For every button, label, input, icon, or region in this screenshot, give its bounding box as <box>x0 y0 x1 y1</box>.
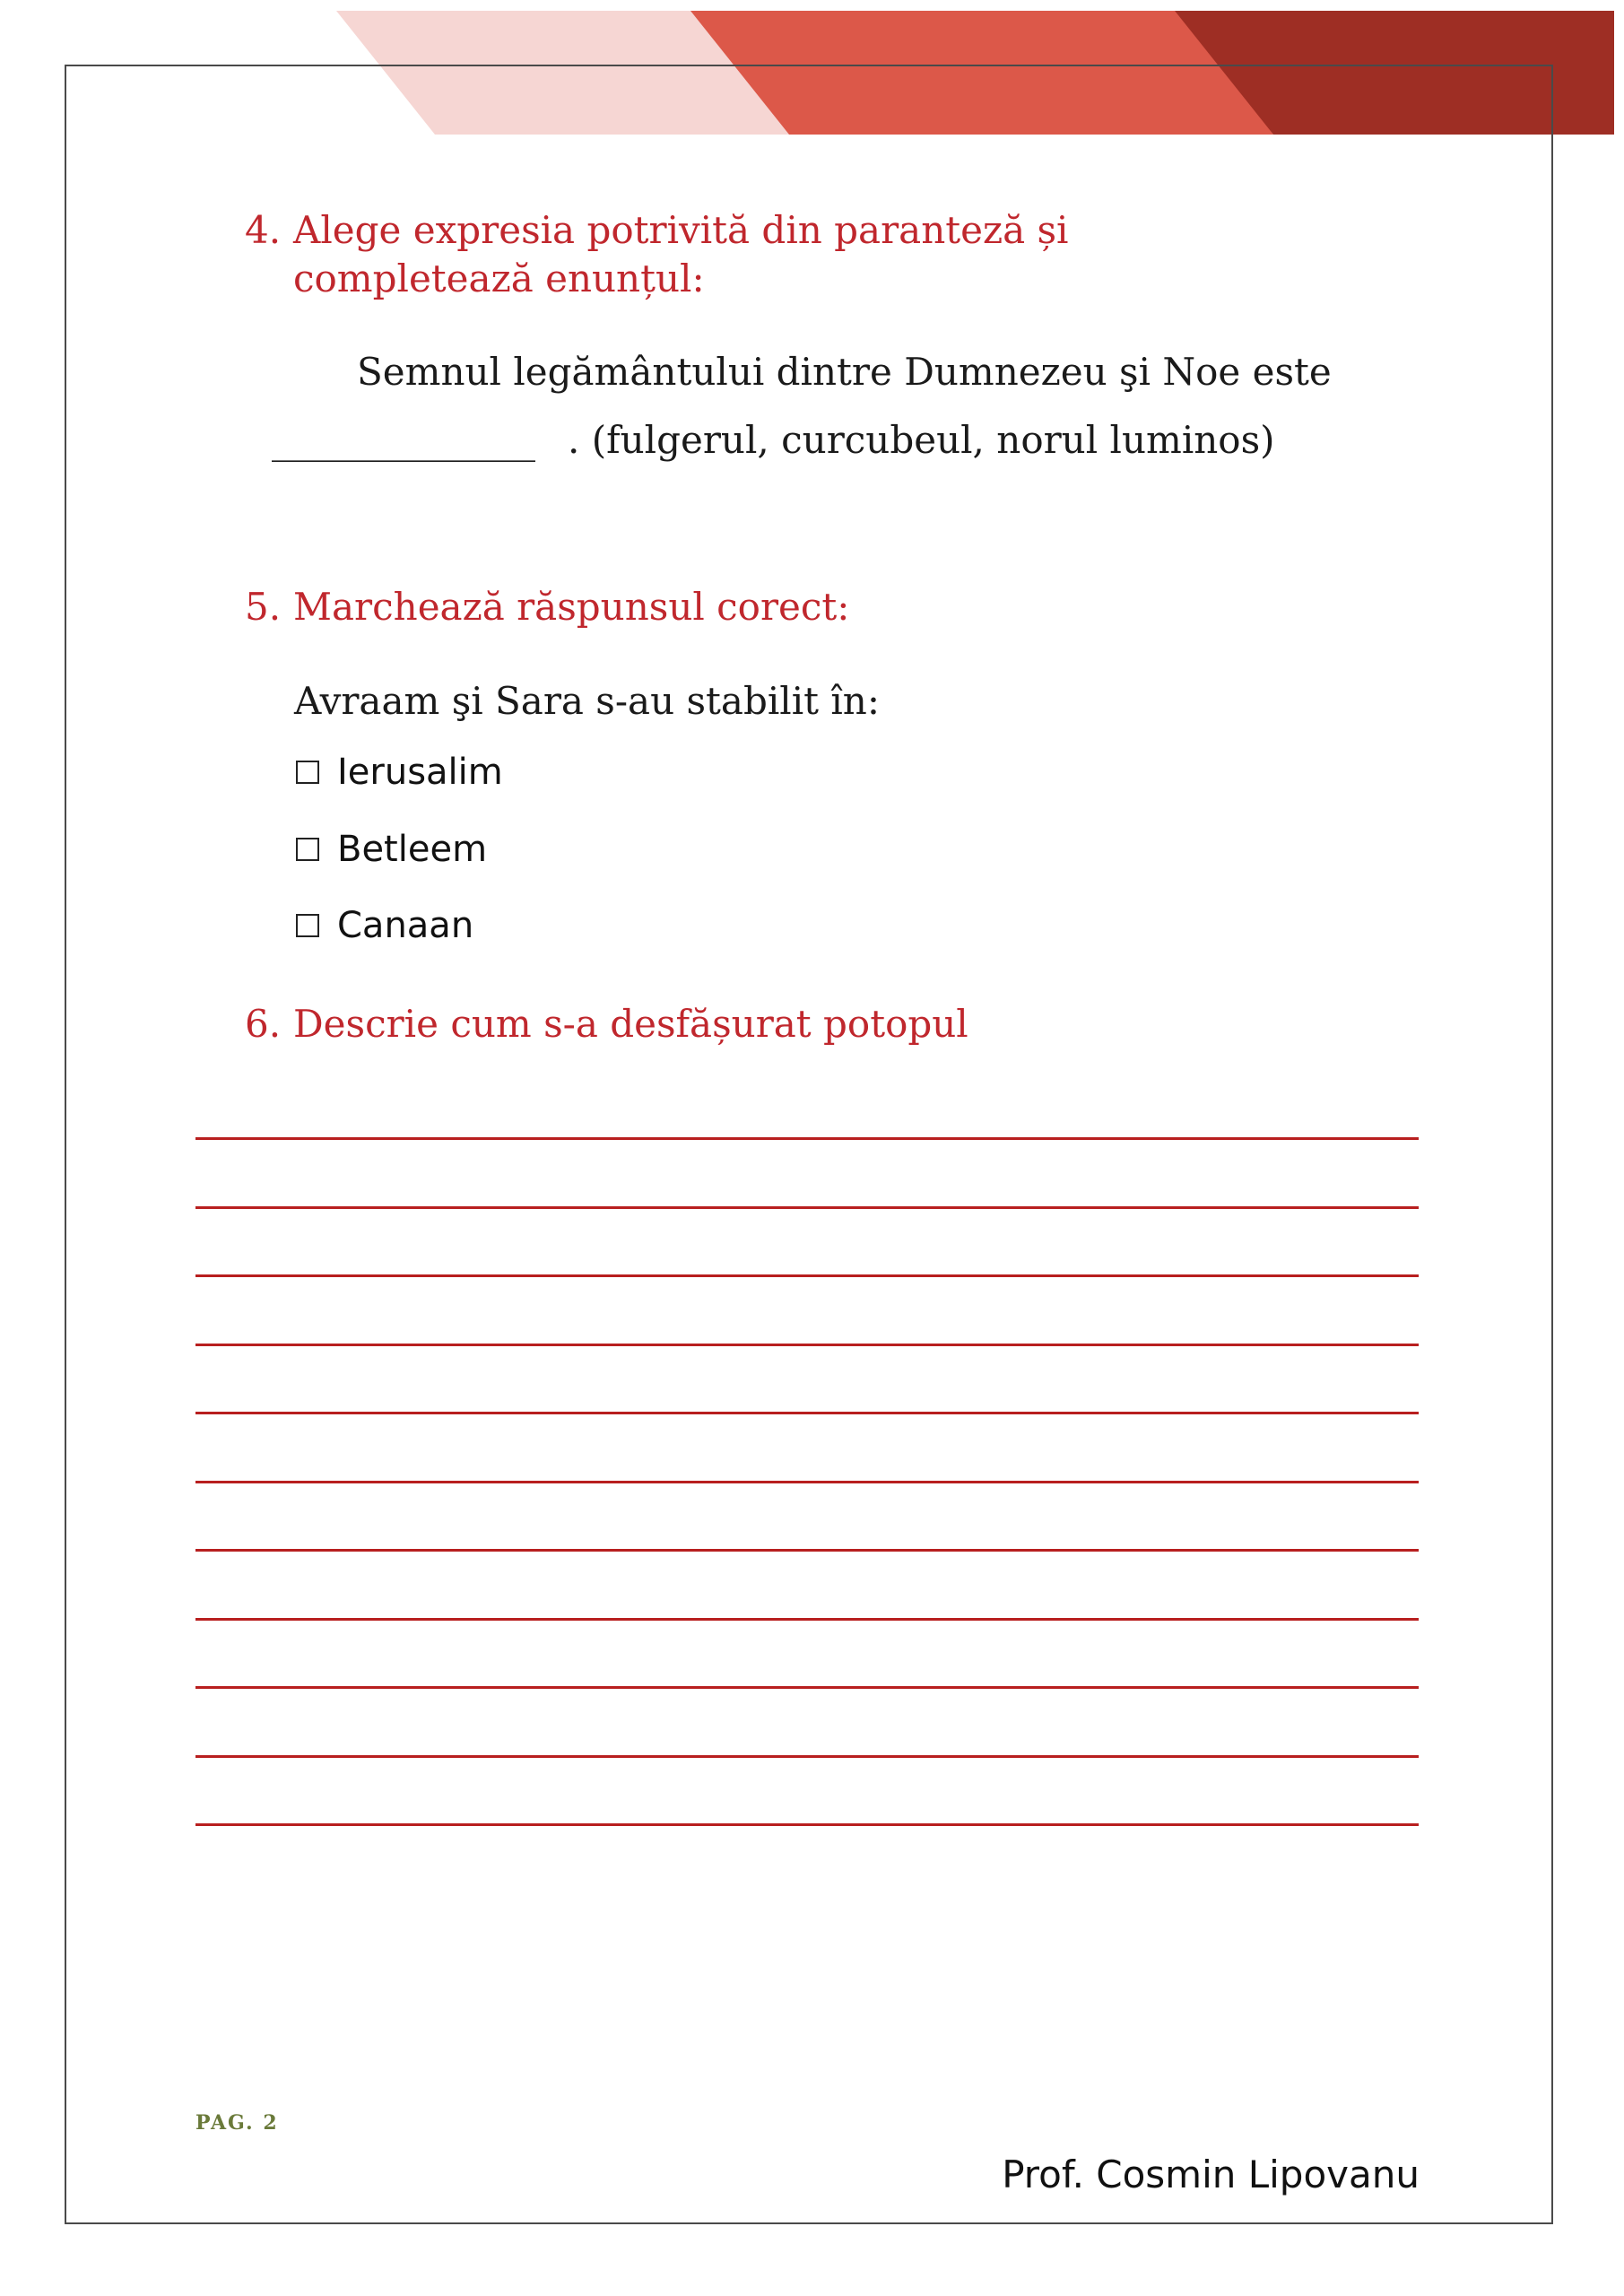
option-canaan[interactable] <box>296 905 473 946</box>
q5-prompt: Avraam şi Sara s-au stabilit în: <box>294 679 881 723</box>
question-5-number: 5. <box>245 585 282 629</box>
question-6-text: Descrie cum s-a desfășurat potopul <box>293 1002 968 1046</box>
q4-sentence-line2 <box>272 418 1275 462</box>
option-ierusalim[interactable] <box>296 752 503 793</box>
question-5 <box>245 583 849 631</box>
question-4 <box>245 206 1321 303</box>
answer-line[interactable] <box>195 1549 1419 1552</box>
question-6-number: 6. <box>245 1002 282 1046</box>
author-name: Prof. Cosmin Lipovanu <box>1002 2152 1420 2196</box>
answer-line[interactable] <box>195 1344 1419 1346</box>
option-betleem[interactable] <box>296 829 487 870</box>
answer-line[interactable] <box>195 1618 1419 1621</box>
answer-line[interactable] <box>195 1412 1419 1414</box>
option-label: Betleem <box>337 829 488 870</box>
checkbox-icon[interactable] <box>296 838 319 861</box>
question-4-number: 4. <box>245 208 282 252</box>
answer-line[interactable] <box>195 1481 1419 1483</box>
page-number: PAG. 2 <box>195 2111 279 2135</box>
q4-options-text: . (fulgerul, curcubeul, norul luminos) <box>568 418 1275 462</box>
answer-line[interactable] <box>195 1206 1419 1209</box>
answer-lines[interactable] <box>195 1137 1419 1892</box>
answer-line[interactable] <box>195 1755 1419 1758</box>
option-label: Ierusalim <box>337 752 503 793</box>
answer-line[interactable] <box>195 1137 1419 1140</box>
option-label: Canaan <box>337 905 474 946</box>
answer-line[interactable] <box>195 1686 1419 1689</box>
q4-answer-blank[interactable]: ______________ <box>272 418 535 462</box>
question-5-text: Marchează răspunsul corect: <box>293 585 850 629</box>
answer-line[interactable] <box>195 1274 1419 1277</box>
q4-sentence-line1: Semnul legământului dintre Dumnezeu şi Noe este <box>357 350 1332 394</box>
question-6 <box>245 1000 968 1048</box>
checkbox-icon[interactable] <box>296 914 319 937</box>
checkbox-icon[interactable] <box>296 761 319 784</box>
question-4-text: Alege expresia potrivită din paranteză și completează enunțul: <box>293 208 1069 300</box>
answer-line[interactable] <box>195 1823 1419 1826</box>
